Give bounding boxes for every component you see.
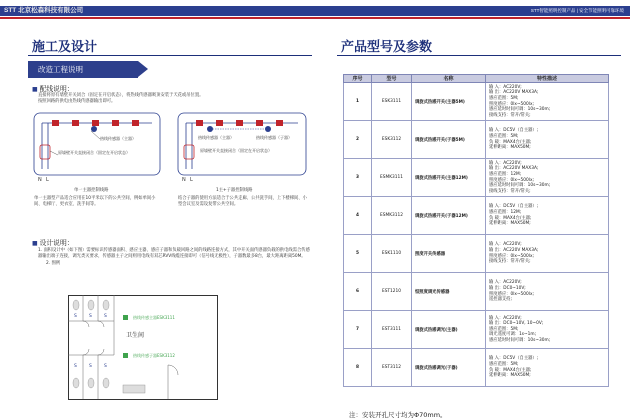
desc-line: 照度感应：0lx~500lx; [489, 101, 534, 107]
row-model: EST3112 [372, 349, 412, 387]
desc-line: 照度感应：0lx~500lx; [489, 253, 534, 259]
desc-line: 负 载：MAX4台/主器; [489, 139, 532, 145]
row-name: 恒照度调光传感器 [412, 273, 486, 311]
table-row [344, 121, 609, 159]
row-number: 1 [344, 83, 372, 121]
single-master-diagram [34, 113, 160, 183]
d2-top-left-label: 热线传感器（主器） [198, 135, 234, 140]
desc-line: 接线支持：常开/常关; [489, 188, 531, 194]
design-paragraph [38, 248, 310, 267]
top-header-bar [0, 0, 630, 22]
company-logo-text [4, 5, 83, 14]
desc-line: 感应范围：5M; [489, 95, 519, 101]
desc-line: 输 入：DC5V（自主器）; [489, 356, 539, 362]
desc-line: 调光遥度可调：1s~1m; [489, 332, 537, 338]
col-header-name: 名称 [412, 75, 486, 83]
desc-line: 输 入：DC5V（自主器）; [489, 204, 539, 210]
desc-line: 接线支持：常开/常关; [489, 112, 531, 118]
table-row [344, 311, 609, 349]
d2-mid-label: 原墙壁开关直接闭合（固定在开启状态） [200, 148, 272, 153]
desc-line: 输 入：AC220V; [489, 315, 522, 321]
desc-line: 输 入：AC220V; [489, 84, 522, 90]
desc-line: 感应范围：5M; [489, 361, 519, 367]
svg-text:S: S [104, 364, 107, 369]
legend-slave: 热线传感子器ESK3112 [133, 353, 175, 358]
design-line-1: 1. 面积设计中（如下图）需要标识传感器面积、感应主器、感应子器和负载回路之间的线路连接方式，其中开关面传感器负载的供电线需合传感器输出端子连接，调光类灭要求，传感器主子之间则用电线有双芯RVV线缆连接即可（信号线无极性），子器数最多8台，最大距离距离50M。 [38, 248, 310, 260]
row-name: 调旋式热感开关(子器12M) [412, 197, 486, 235]
table-row [344, 159, 609, 197]
d1-mid-label: 原墙壁开关直接闭合（固定在开启状态） [58, 150, 130, 155]
row-model: ESK3112 [372, 121, 412, 159]
master-slave-note: 结合子器的使用方法适合于公共走廊、公共洗手间，上下楼梯间、小型会议室及需设复带公共空间。 [178, 196, 307, 208]
table-row [344, 83, 609, 121]
row-description [486, 235, 609, 273]
row-number: 8 [344, 349, 372, 387]
design-line-2: 2. 图例 [46, 260, 61, 266]
row-description [486, 311, 609, 349]
header-red-line [0, 17, 630, 19]
row-description [486, 159, 609, 197]
desc-line: 照度感应：0lx~500lx; [489, 291, 534, 297]
desc-line: 照度感应：0lx~500lx; [489, 177, 534, 183]
table-header-row [344, 75, 609, 83]
d1-l-label: L [46, 177, 49, 183]
row-name: 调旋式热感调光(主器) [412, 311, 486, 349]
wiring-diagrams [28, 109, 312, 209]
desc-line: 感应范围：12M; [489, 209, 522, 215]
row-model: ESK3111 [372, 83, 412, 121]
wiring-section-title: ■ 配线说明： [32, 83, 74, 93]
table-row [344, 197, 609, 235]
row-name: 调旋式热感调光(子器) [412, 349, 486, 387]
desc-line: 感应延时时间可调：10s~30m; [489, 183, 551, 189]
design-section-title: ■ 设计说明： [32, 237, 74, 247]
svg-text:S: S [74, 364, 77, 369]
row-model: ESK1110 [372, 235, 412, 273]
d1-top-label: 热线传感器（主器） [100, 136, 136, 141]
desc-line: 输 出：AC220V MAX3A; [489, 247, 539, 253]
table-body [344, 83, 609, 387]
row-description [486, 83, 609, 121]
master-slave-diagram [178, 113, 306, 183]
title-underline [28, 55, 312, 56]
desc-line: 输 出：AC220V MAX3A; [489, 166, 539, 172]
left-page [28, 22, 312, 402]
svg-text:S: S [74, 314, 77, 319]
row-name: 调旋式热感开关(子器5M) [412, 121, 486, 159]
table-row [344, 273, 609, 311]
desc-line: 输 出：DC0~10V, 10~0V; [489, 321, 544, 327]
title-underline-right [337, 55, 621, 56]
d2-l-label: L [190, 177, 193, 183]
table-row [344, 349, 609, 387]
desc-line: 感应范围：12M; [489, 171, 522, 177]
wiring-paragraph [38, 93, 306, 106]
desc-line: 输 入：AC220V; [489, 242, 522, 248]
brand-mark: STT [4, 7, 17, 14]
row-model: EST3111 [372, 311, 412, 349]
table-row [344, 235, 609, 273]
desc-line: 感应延时时间可调：10s~30m; [489, 107, 551, 113]
row-description [486, 273, 609, 311]
row-model: ESMK3112 [372, 197, 412, 235]
row-description [486, 121, 609, 159]
row-number: 2 [344, 121, 372, 159]
row-description [486, 349, 609, 387]
row-name: 调旋式热感开关(主器5M) [412, 83, 486, 121]
row-model: ESMK3111 [372, 159, 412, 197]
right-page [337, 22, 621, 419]
row-name: 照度开关传感器 [412, 235, 486, 273]
desc-line: 感应范围：5M; [489, 326, 519, 332]
d1-n-label: N [38, 177, 42, 183]
d2-top-right-label: 热线传感器（子器） [256, 135, 292, 140]
retrofit-banner [28, 61, 138, 78]
desc-line: 输 入：AC220V; [489, 280, 522, 286]
floor-plan [68, 295, 218, 400]
row-number: 3 [344, 159, 372, 197]
d1-caption: 单一主器控制线路 [74, 188, 109, 193]
desc-line: 输 入：AC220V; [489, 160, 522, 166]
desc-line: 负 载：MAX4台/主器; [489, 367, 532, 373]
product-spec-table [343, 74, 609, 387]
desc-line: 遥控器支持; [489, 297, 512, 303]
legend-master: 热线传感主器ESK3111 [133, 315, 175, 320]
room-label: 卫生间 [126, 332, 145, 339]
retrofit-banner-label: 改造工程说明 [38, 64, 83, 74]
col-header-model: 型号 [372, 75, 412, 83]
desc-line: 感应范围：5M; [489, 133, 519, 139]
svg-text:S: S [104, 314, 107, 319]
row-name: 调旋式热感开关(主器12M) [412, 159, 486, 197]
row-number: 7 [344, 311, 372, 349]
company-name: 北京松森科技有限公司 [18, 7, 84, 14]
desc-line: 感应延时时间可调：10s~30m; [489, 337, 551, 343]
construction-design-title: 施工及设计 [32, 40, 98, 55]
desc-line: 输 入：DC5V（自主器）; [489, 128, 539, 134]
product-params-title: 产品型号及参数 [341, 40, 433, 55]
desc-line: 延伸距离：MAX50M; [489, 373, 531, 379]
desc-line: 输 出：DC0~10V; [489, 285, 526, 291]
svg-text:S: S [89, 314, 92, 319]
svg-text:S: S [89, 364, 92, 369]
wiring-line-1: 直接将原有墙壁开关闭合（固定在开启状态），将热线传感器吸顶安装于天花或吊位置。 [38, 93, 204, 98]
desc-line: 接线支持：常开/常关; [489, 259, 531, 265]
desc-line: 输 出：AC220V MAX3A; [489, 90, 539, 96]
col-header-desc: 特性描述 [486, 75, 609, 83]
desc-line: 延伸距离：MAX50M; [489, 221, 531, 227]
install-note: 注：安装开孔尺寸均为Φ70mm。 [349, 411, 447, 419]
desc-line: 延伸距离：MAX50M; [489, 145, 531, 151]
row-number: 6 [344, 273, 372, 311]
d2-caption: 1主+子器控制线路 [216, 188, 253, 193]
row-model: EST1210 [372, 273, 412, 311]
single-master-note: 单一主器型产品适合应用在10平米以下的公共空间，例如单间小间、电梯厅、更衣室、洗手间等。 [34, 196, 156, 208]
row-number: 4 [344, 197, 372, 235]
header-tagline: STT智能照明控制产品 | 安全节能照明可靠环境 [530, 7, 624, 13]
desc-line: 负 载：MAX4台/主器; [489, 215, 532, 221]
col-header-no: 序号 [344, 75, 372, 83]
row-number: 5 [344, 235, 372, 273]
d2-n-label: N [182, 177, 186, 183]
wiring-line-2: 按照回路的供电由热线传感器输出即可。 [38, 99, 116, 105]
row-description [486, 197, 609, 235]
